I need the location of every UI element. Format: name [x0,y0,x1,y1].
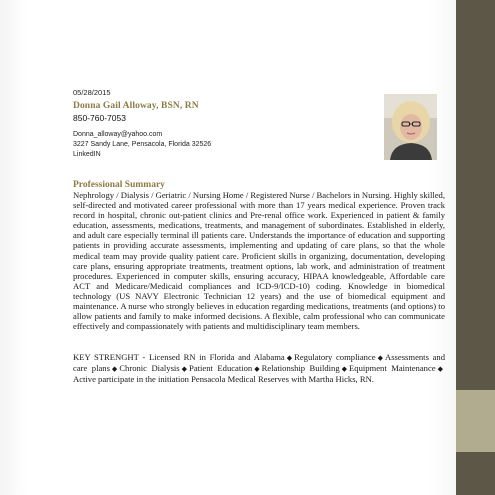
strength-item: Regulatory compliance [294,352,376,362]
strength-item: Patient Education [189,363,253,374]
strength-item: Relationship Building [261,363,340,374]
sidebar-accent-block [456,390,495,452]
email-address[interactable]: Donna_alloway@yahoo.com [73,131,163,138]
street-address: 3227 Sandy Lane, Pensacola, Florida 32526 [73,141,212,148]
candidate-name: Donna Gail Alloway, BSN, RN [73,101,199,111]
professional-summary-text: Nephrology / Dialysis / Geriatric / Nursing Home / Registered Nurse / Bachelors in Nursing. Highly skilled, self-directed and motivated career professional with more than 17 years medical experience. Proven track record in hospital, chronic out-patient clinics and Pre-renal office work. Experienced in patient & family education, assessments, medications, treatments, and management of subordinates. Established in elderly, and adult care especially terminal ill patients care. Understands the importance of education and supporting patients in providing accurate assessments, implementing and updating of care plans, so that the whole medical team may provide quality patient care. Proficient skills in organizing, documentation, developing care plans, ensuring appropriate treatments, treatment options, lab work, and administration of treatment procedures. Experienced in computer skills, ensuring accuracy, HIPAA knowledgeable, Affordable care ACT and Medicare/Medicaid compliances and ICD-9/ICD-10) coding. Knowledge in biomedical technology (US NAVY Electronic Technician 12 years) and the use of biomedical equipment and maintenance. A nurse who strongly believes in education regarding medications, treatments (and options) to allow patients and family to make informed decisions. A flexible, calm professional who can communicate effectively and compassionately with patients and multidisciplinary team members. [73,190,445,332]
diamond-separator-icon: ◆ [437,365,443,374]
diamond-separator-icon: ◆ [181,365,188,374]
linkedin-link[interactable]: LinkedIN [73,151,101,158]
strength-item: Active participate in the initiation Pensacola Medical Reserves with Martha Hicks, RN. [73,374,374,385]
profile-photo [384,94,437,160]
diamond-separator-icon: ◆ [286,354,293,362]
diamond-separator-icon: ◆ [377,354,383,362]
key-strengths-paragraph [73,352,445,384]
section-title-professional-summary: Professional Summary [73,180,165,190]
phone-number: 850-760-7053 [73,113,126,123]
resume-date: 05/28/2015 [73,88,111,97]
profile-photo-image [384,94,437,160]
diamond-separator-icon: ◆ [341,365,348,374]
strength-item: Assessments and care plans [73,352,445,374]
diamond-separator-icon: ◆ [111,365,118,374]
key-strengths-label: KEY STRENGHT - [73,352,149,362]
strength-item: Licensed RN in Florida and Alabama [148,352,285,362]
strength-item: Chronic Dialysis [119,363,180,374]
diamond-separator-icon: ◆ [254,365,260,374]
strength-item: Equipment Maintenance [349,363,436,374]
